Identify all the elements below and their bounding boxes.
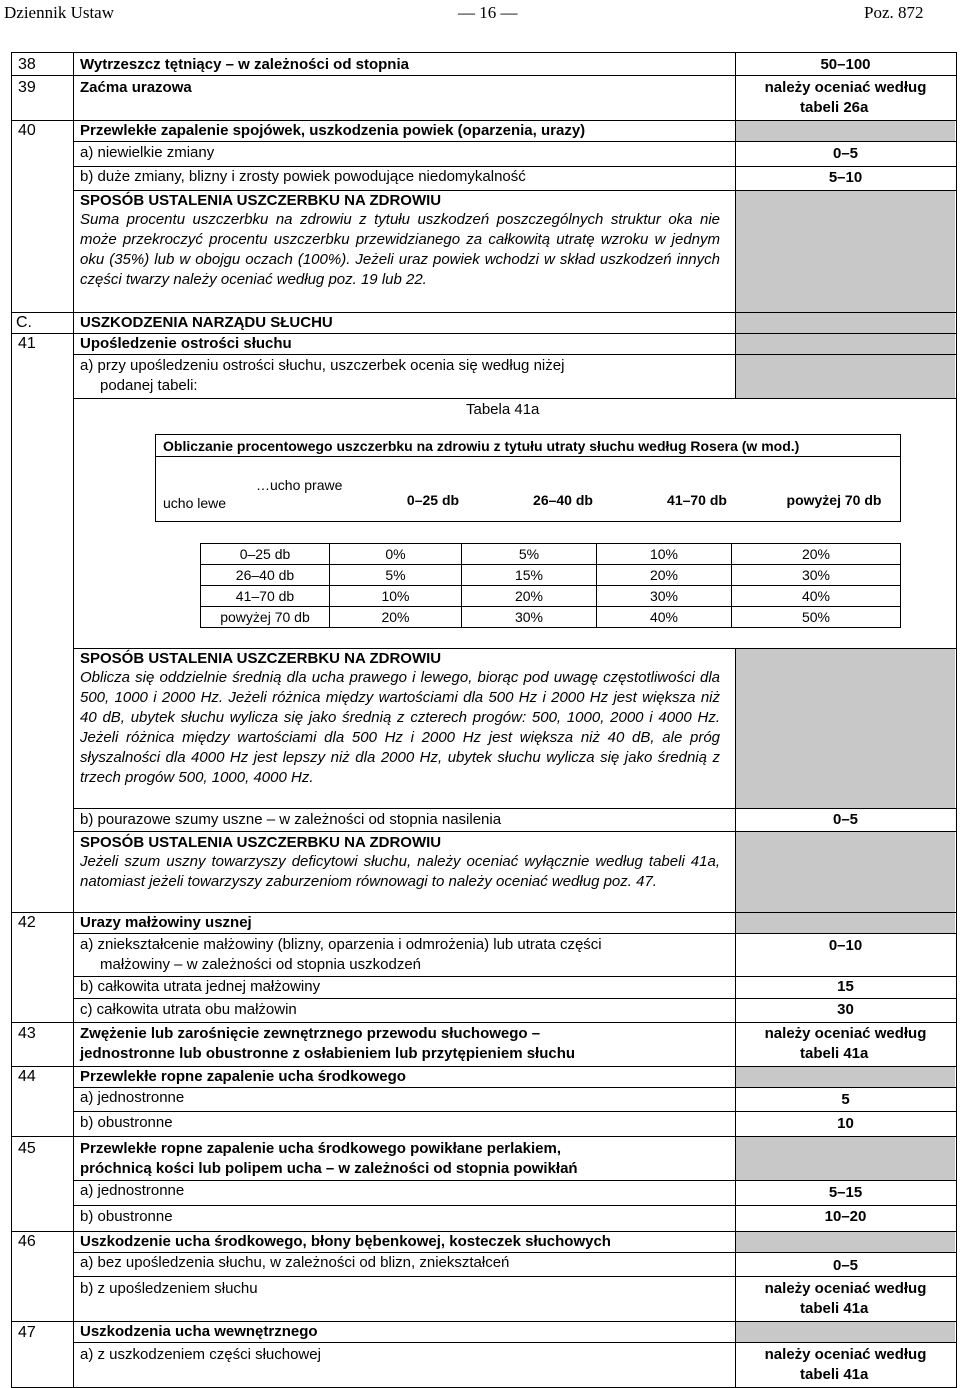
row-line xyxy=(73,398,956,399)
table-cell: 10% xyxy=(597,544,732,565)
row-line xyxy=(73,1111,956,1112)
table-label: Tabela 41a xyxy=(466,401,540,418)
table-cell: 40% xyxy=(732,586,901,607)
row-line xyxy=(11,75,956,76)
row-line xyxy=(73,998,956,999)
page-number: — 16 — xyxy=(458,3,518,22)
item-number: 44 xyxy=(18,1068,36,1085)
item-number: 43 xyxy=(18,1025,36,1042)
page-header xyxy=(0,0,960,26)
table-cell: 20% xyxy=(462,586,597,607)
item-title: Urazy małżowiny usznej xyxy=(80,914,252,931)
subitem-label: b) z upośledzeniem słuchu xyxy=(80,1280,258,1297)
item-value: tabeli 26a xyxy=(800,99,869,116)
method-text: Jeżeli szum uszny towarzyszy deficytowi słuchu, należy oceniać wyłącznie według tabeli 41a, natomiast jeżeli towarzyszy zaburzeniom równowagi to należy oceniać według poz. 47. xyxy=(80,853,720,890)
item-number: 41 xyxy=(18,335,36,352)
subitem-label: a) niewielkie zmiany xyxy=(80,144,215,161)
subitem-label: b) obustronne xyxy=(80,1114,173,1131)
table-cell: 20% xyxy=(732,544,901,565)
item-number: 39 xyxy=(18,79,36,96)
row-line xyxy=(73,808,956,809)
subitem-value: tabeli 41a xyxy=(800,1366,869,1383)
table-row xyxy=(201,586,901,607)
item-title: Przewlekłe ropne zapalenie ucha środkowego xyxy=(80,1068,406,1085)
column-line xyxy=(73,52,74,1387)
subitem-value: należy oceniać według xyxy=(764,1346,927,1363)
subitem-label: a) bez upośledzenia słuchu, w zależności od blizn, zniekształceń xyxy=(80,1254,510,1271)
row-line xyxy=(73,1180,956,1181)
subitem-label: małżowiny – w zależności od stopnia uszkodzeń xyxy=(100,956,421,973)
row-line xyxy=(73,1205,956,1206)
position-number: Poz. 872 xyxy=(864,3,924,22)
item-value: tabeli 41a xyxy=(800,1045,869,1062)
item-number: 45 xyxy=(18,1140,36,1157)
gray-cell-40-method xyxy=(735,190,955,312)
table-cell: 5% xyxy=(330,565,462,586)
table-cell: 15% xyxy=(462,565,597,586)
rosera-column-header: 41–70 db xyxy=(667,492,727,508)
table-row xyxy=(201,607,901,628)
subitem-label: a) z uszkodzeniem części słuchowej xyxy=(80,1346,321,1363)
table-cell: 0% xyxy=(330,544,462,565)
item-title: Przewlekłe ropne zapalenie ucha środkowego powikłane perlakiem, xyxy=(80,1140,561,1157)
item-title: Upośledzenie ostrości słuchu xyxy=(80,335,292,352)
method-text: Oblicza się oddzielnie średnią dla ucha prawego i lewego, biorąc pod uwagę częstotliwości dla 500, 1000 i 2000 Hz. Jeżeli różnica między wartościami dla 500 Hz i 2000 Hz jest większa niż 40 dB, ubytek słuchu wylicza się jako średnią z czterech progów: 500, 1000, 2000 i 4000 Hz. Jeżeli różnica między wartościami dla 500 Hz i 2000 Hz jest większa niż 40 dB, ale próg słyszalności dla 4000 Hz jest lepszy niż dla 2000 Hz, ubytek słuchu wylicza się jako średnią z trzech progów 500, 1000, 4000 Hz. xyxy=(80,669,720,786)
subitem-label: c) całkowita utrata obu małżowin xyxy=(80,1001,297,1018)
gray-cell-44 xyxy=(735,1066,955,1087)
row-line xyxy=(73,1087,956,1088)
subitem-value: 0–5 xyxy=(832,1257,859,1274)
subitem-value: 0–10 xyxy=(828,937,863,954)
item-number: 42 xyxy=(18,914,36,931)
corner-right-ear: …ucho prawe xyxy=(256,477,343,493)
subitem-value: 15 xyxy=(837,978,854,995)
item-number: 46 xyxy=(18,1233,36,1250)
subitem-value: 5–10 xyxy=(828,169,863,186)
row-line xyxy=(73,1342,956,1343)
method-title: SPOSÓB USTALENIA USZCZERBKU NA ZDROWIU xyxy=(80,834,442,851)
subitem-label: b) obustronne xyxy=(80,1208,173,1225)
table-row xyxy=(201,565,901,586)
gray-cell-40 xyxy=(735,120,955,141)
row-line xyxy=(73,933,956,934)
subitem-value: 30 xyxy=(837,1001,854,1018)
gray-cell-41 xyxy=(735,333,955,354)
method-title: SPOSÓB USTALENIA USZCZERBKU NA ZDROWIU xyxy=(80,650,442,667)
method-text: Suma procentu uszczerbku na zdrowiu z tytułu uszkodzeń poszczególnych struktur oka nie może przekroczyć procentu uszczerbku przewidzianego za całkowitą utratę wzroku w jednym oku (35%) lub w obojgu oczach (100%). Jeżeli uraz powiek wchodzi w skład uszkodzeń innych części twarzy należy oceniać według poz. 19 lub 22. xyxy=(80,211,720,288)
row-line xyxy=(73,354,956,355)
method-title: SPOSÓB USTALENIA USZCZERBKU NA ZDROWIU xyxy=(80,192,442,209)
item-title: Uszkodzenie ucha środkowego, błony bębenkowej, kosteczek słuchowych xyxy=(80,1233,611,1250)
rosera-column-header: 0–25 db xyxy=(406,492,460,508)
row-line xyxy=(11,1022,956,1023)
gray-cell-42 xyxy=(735,912,955,933)
subitem-label: b) duże zmiany, blizny i zrosty powiek powodujące niedomykalność xyxy=(80,168,526,185)
subitem-label: a) zniekształcenie małżowiny (blizny, oparzenia i odmrożenia) lub utrata części xyxy=(80,936,602,953)
gray-cell-47 xyxy=(735,1321,955,1342)
row-label: 26–40 db xyxy=(201,565,330,586)
item-title: Zwężenie lub zarośnięcie zewnętrznego przewodu słuchowego – xyxy=(80,1025,541,1042)
item-value: należy oceniać według xyxy=(764,79,927,96)
rosera-header-line xyxy=(155,456,900,457)
subitem-label: a) przy upośledzeniu ostrości słuchu, uszczerbek ocenia się według niżej xyxy=(80,357,565,374)
item-value: należy oceniać według xyxy=(764,1025,927,1042)
column-line xyxy=(735,52,736,398)
gray-cell-46 xyxy=(735,1231,955,1252)
item-title: Przewlekłe zapalenie spojówek, uszkodzenia powiek (oparzenia, urazy) xyxy=(80,122,586,139)
table-cell: 5% xyxy=(462,544,597,565)
item-title: Wytrzeszcz tętniący – w zależności od stopnia xyxy=(80,56,409,73)
item-value: 50–100 xyxy=(820,56,871,73)
subitem-label: b) całkowita utrata jednej małżowiny xyxy=(80,978,321,995)
item-number: 47 xyxy=(18,1324,36,1341)
row-line xyxy=(11,1136,956,1137)
row-label: 41–70 db xyxy=(201,586,330,607)
subitem-value: tabeli 41a xyxy=(800,1300,869,1317)
subitem-label: podanej tabeli: xyxy=(100,377,198,394)
subitem-label: b) pourazowe szumy uszne – w zależności od stopnia nasilenia xyxy=(80,811,502,828)
item-number: 40 xyxy=(18,122,36,139)
subitem-value: 10 xyxy=(837,1115,854,1132)
journal-name: Dziennik Ustaw xyxy=(4,3,115,22)
table-row xyxy=(201,544,901,565)
subitem-value: 5 xyxy=(841,1091,850,1108)
gray-cell-45 xyxy=(735,1136,955,1180)
item-number: 38 xyxy=(18,56,36,73)
subitem-value: 10–20 xyxy=(824,1208,867,1225)
gray-cell-c xyxy=(735,312,955,333)
item-title: Uszkodzenia ucha wewnętrznego xyxy=(80,1323,318,1340)
table-cell: 30% xyxy=(462,607,597,628)
gray-cell-41-method2 xyxy=(735,831,955,912)
section-letter: C. xyxy=(16,314,32,331)
subitem-label: a) jednostronne xyxy=(80,1182,185,1199)
subitem-label: a) jednostronne xyxy=(80,1089,185,1106)
row-line xyxy=(73,141,956,142)
subitem-value: 0–5 xyxy=(832,811,859,828)
row-label: 0–25 db xyxy=(201,544,330,565)
rosera-table xyxy=(200,543,901,628)
corner-left-ear: ucho lewe xyxy=(163,495,227,511)
table-cell: 50% xyxy=(732,607,901,628)
subitem-value: 0–5 xyxy=(832,145,859,162)
row-line xyxy=(73,1276,956,1277)
item-title: Zaćma urazowa xyxy=(80,79,192,96)
table-cell: 30% xyxy=(597,586,732,607)
gray-cell-41-method xyxy=(735,648,955,808)
table-cell: 20% xyxy=(330,607,462,628)
subitem-value: należy oceniać według xyxy=(764,1280,927,1297)
row-label: powyżej 70 db xyxy=(201,607,330,628)
table-cell: 20% xyxy=(597,565,732,586)
gray-cell-41a xyxy=(735,354,955,398)
rosera-column-header: powyżej 70 db xyxy=(786,492,882,508)
rosera-column-header: 26–40 db xyxy=(533,492,593,508)
item-title: próchnicą kości lub polipem ucha – w zależności od stopnia powikłań xyxy=(80,1160,578,1177)
table-cell: 10% xyxy=(330,586,462,607)
section-title: USZKODZENIA NARZĄDU SŁUCHU xyxy=(80,314,333,331)
row-line xyxy=(73,831,956,832)
item-title: jednostronne lub obustronne z osłabieniem lub przytępieniem słuchu xyxy=(80,1045,576,1062)
table-cell: 40% xyxy=(597,607,732,628)
table-cell: 30% xyxy=(732,565,901,586)
rosera-caption: Obliczanie procentowego uszczerbku na zdrowiu z tytułu utraty słuchu według Rosera (w mod.) xyxy=(163,438,800,454)
subitem-value: 5–15 xyxy=(828,1184,863,1201)
